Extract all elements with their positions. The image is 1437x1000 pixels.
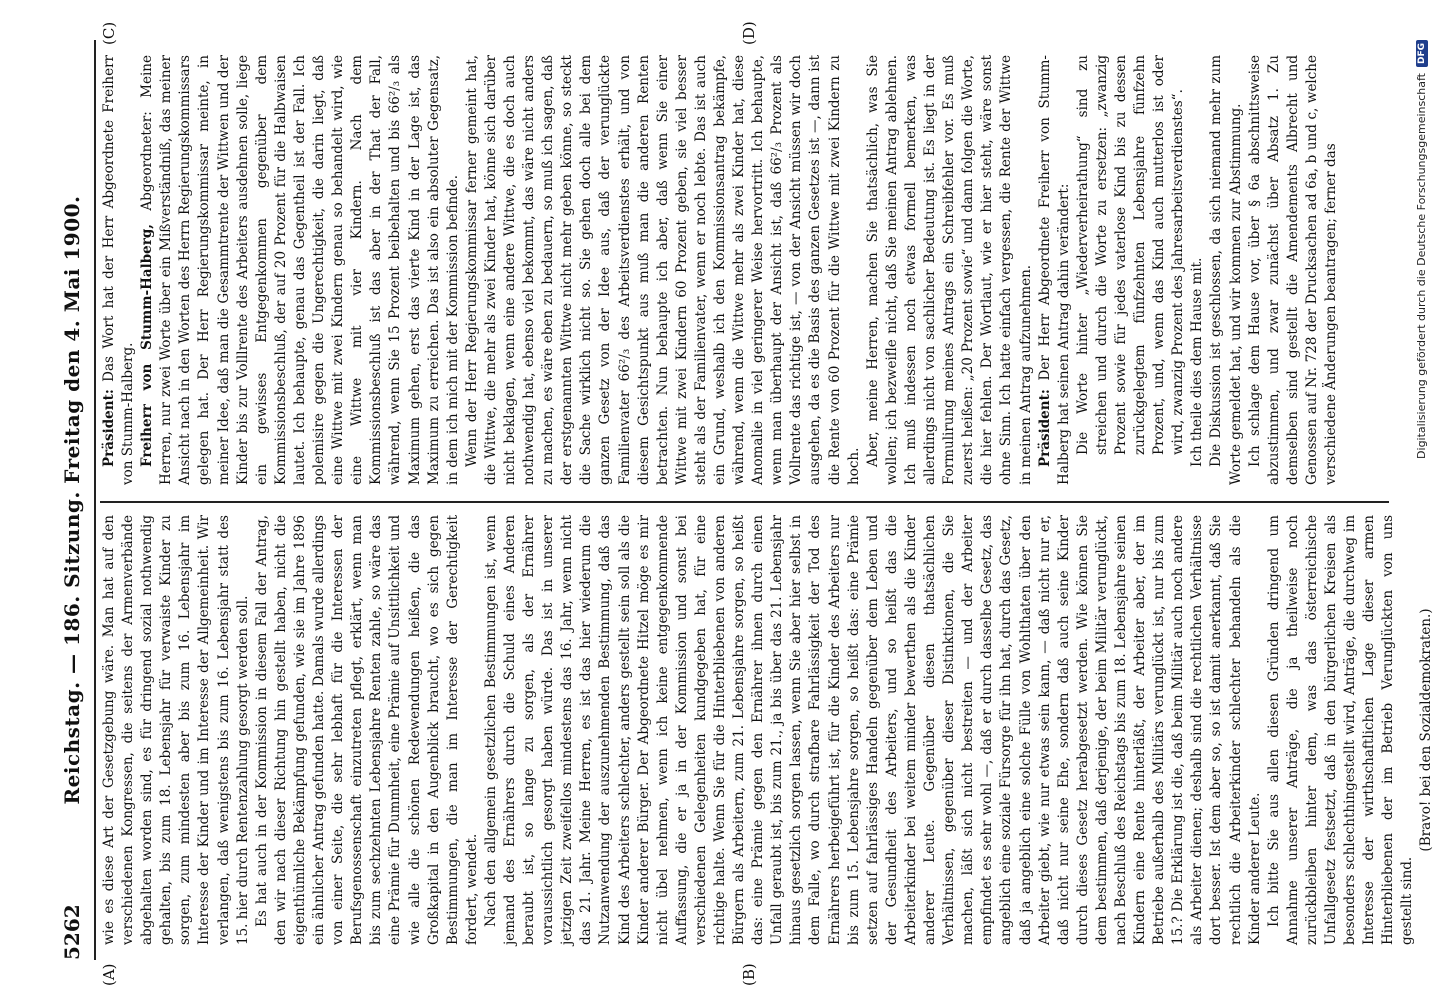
amendment-quote: Die Worte hinter „Wiederverheirathung“ sind zu streichen und durch die Worte zu ersetzen: „zwanzig Prozent sowie für jedes vaterlose Kind bis zu dessen zurückgelegtem fünfzehnten Lebensjahre fünfzehn Prozent, und, wenn das Kind auch mutterlos ist oder wird, zwanzig Prozent des Jahresarbeitsverdienstes“. xyxy=(1074,55,1187,455)
page-number: 5262 xyxy=(60,904,84,960)
speaker-text: Abgeordneter: Meine Herren, nur zwei Worte über ein Mißverständniß, das meiner Ansicht nach in den Worten des Herrn Regierungskommissars gelegen hat. Der Herr Regierungskommissar meinte, in meiner Idee, daß man die Gesammtrente der Wittwen und der Kinder bis zur Volllrente des Arbeiters ausdehnen solle, liege ein gewisses Entgegenkommen gegenüber dem Kommissionsbeschluß, der auf 20 Prozent für die Halbwaisen lautet. Ich behaupte, genau das Gegentheil ist der Fall. Ich polemisire gegen die Ungerechtigkeit, die darin liegt, daß eine Wittwe mit zwei Kindern genau so behandelt wird, wie eine Wittwe mit vier Kindern. Nach dem Kommissionsbeschluß ist das aber in der That der Fall, während, wenn Sie 15 Prozent beibehalten und bis 66²/₃ als Maximum gehen, erst das vierte Kind in der Lage ist, das Maximum zu erreichen. Das ist also ein absoluter Gegensatz, in dem ich mich mit der Kommission befinde. xyxy=(139,55,461,485)
speaker-label: Freiherr von Stumm-Halberg, xyxy=(139,224,156,467)
speaker-label: Präsident: xyxy=(101,389,117,467)
right-column xyxy=(100,55,1389,485)
header-rule xyxy=(94,40,96,960)
left-paragraph: Es hat auch in der Kommission in diesem Fall der Antrag, den wir nach dieser Richtung hin gestellt haben, nicht die eigenthümliche Bekämpfung gefunden, wie sie im Jahre 1896 ein ähnlicher Antrag gefunden hatte. Damals wurde allerdings von einer Seite, die sehr lebhaft für die Interessen der Berufsgenossenschaft einzutreten pflegt, erklärt, wenn man bis zum sechzehnten Lebensjahre Renten zahle, so wäre das eine Prämie für Dummheit, eine Prämie auf Unsittlichkeit und wie alle die schönen Redewendungen heißen, die das Großkapital in den Augenblick braucht, wo es sich gegen Bestimmungen, die man im Interesse der Gerechtigkeit fordert, wendet. xyxy=(253,515,480,945)
column-divider xyxy=(100,501,1389,503)
speaker-text: Der Herr Abgeordnete Freiherr von Stumm-Halberg hat seinen Antrag dahin verändert: xyxy=(1036,55,1072,485)
dfg-logo-icon: DFG xyxy=(1416,40,1428,67)
page-header xyxy=(60,40,90,960)
margin-mark-b: (B) xyxy=(740,963,758,986)
margin-mark-d: (D) xyxy=(740,21,758,45)
right-paragraph: Die Diskussion ist geschlossen, da sich niemand mehr zum Worte gemeldet hat, und wir kommen zur Abstimmung. xyxy=(1208,55,1244,485)
margin-mark-a: (A) xyxy=(100,963,118,986)
digitization-footer xyxy=(1415,40,1428,459)
speaker-label: Präsident: xyxy=(1036,389,1053,467)
right-paragraph: Aber, meine Herren, machen Sie thatsächlich, was Sie wollen; ich bezweifle nicht, daß Sie meinen Antrag ablehnen. Ich muß indessen noch etwas formell bemerken, was allerdings nicht von sachlicher Bedeutung ist. Es liegt in der Formulirung meines Antrags ein Schreibfehler vor. Es muß zuerst heißen: „20 Prozent sowie“ und dann folgen die Worte, die hier fehlen. Der Wortlaut, wie er hier steht, wäre sonst ohne Sinn. Ich hatte einfach vergessen, die Rente der Wittwe in meinen Antrag aufzunehmen. xyxy=(864,55,1034,485)
left-paragraph: wie es diese Art der Gesetzgebung wäre. Man hat auf den verschiedenen Kongressen, die seitens der Armenverbände abgehalten worden sind, es für dringend sozial nothwendig gehalten, bis zum 18. Lebensjahr für verwaiste Kinder zu sorgen, zum mindesten aber bis zum 16. Lebensjahr im Interesse der Kinder und im Interesse der Allgemeinheit. Wir verlangen, daß wenigstens bis zum 16. Lebensjahr statt des 15. hier durch Rentenzahlung gesorgt werden soll. xyxy=(101,515,251,945)
footer-credit: Digitalisierung gefördert durch die Deutsche Forschungsgemeinschaft xyxy=(1415,73,1428,459)
running-head: Reichstag. — 186. Sitzung. Freitag den 4. Mai 1900. xyxy=(60,195,84,805)
left-column xyxy=(100,515,1435,945)
applause-note: (Bravo! bei den Sozialdemokraten.) xyxy=(1418,608,1435,852)
right-paragraph: Wenn der Herr Regierungskommissar ferner gemeint hat, die Wittwe, die mehr als zwei Kinder hat, könne sich darüber nicht beklagen, wenn eine andere Wittwe, die es doch auch nothwendig hat, ebenso viel bekommt, das wäre nicht anders zu machen, es wäre eben zu bedauern, so muß ich sagen, daß der erstgenannten Wittwe nicht mehr geben könne, so steckt die Sache wirklich nicht so. Sie gehen doch alle bei dem ganzen Gesetz von der Idee aus, daß der verunglückte Familienvater 66²/₃ des Arbeitsverdienstes erhält, und von diesem Gesichtspunkt aus muß man die anderen Renten betrachten. Nun behaupte ich aber, daß wenn Sie einer Wittwe mit zwei Kindern 60 Prozent geben, sie viel besser steht als der Familienvater, wenn er noch lebte. Das ist auch ein Grund, weshalb ich den Kommissionsantrag bekämpfe, während, wenn die Wittwe mehr als zwei Kinder hat, diese Anomalie in viel geringerer Weise hervortritt. Ich behaupte, wenn man überhaupt der Ansicht ist, daß 66²/₃ Prozent als Vollrente das richtige ist, — von der Ansicht müssen wir doch ausgehen, da es die Basis des ganzen Gesetzes ist —, dann ist die Rente von 60 Prozent für die Wittwe mit zwei Kindern zu hoch. xyxy=(463,55,862,485)
left-paragraph: Ich bitte Sie aus allen diesen Gründen dringend um Annahme unserer Anträge, die ja theilweise noch zurückbleiben hinter dem, was das österreichische Unfallgesetz festsetzt, daß in den bürgerlichen Kreisen als besonders schlechthingestellt wird, Anträge, die durchweg im Interesse der wirthschaftlichen Lage dieser armen Hinterbliebenen der im Betrieb Verunglückten von uns gestellt sind. xyxy=(1265,515,1416,945)
left-paragraph: Nach den allgemein gesetzlichen Bestimmungen ist, wenn jemand des Ernährers durch die Schuld eines Anderen beraubt ist, so lange zu sorgen, als der Ernährer voraussichtlich gesorgt haben würde. Das ist in unserer jetzigen Zeit zweifellos mindestens das 16. Jahr, wenn nicht das 21. Jahr. Meine Herren, es ist das hier wiederum die Nutzanwendung der auszunehmenden Bestimmung, daß das Kind des Arbeiters schlechter, anders gestellt sein soll als die Kinder anderer Bürger. Der Abgeordnete Hitzel möge es mir nicht übel nehmen, wenn ich keine entgegenkommende Auffassung, die er ja in der Kommission und sonst bei verschiedenen Gelegenheiten kundgegeben hat, für eine richtige halte. Wenn Sie für die Hinterbliebenen von anderen Bürgern als Arbeitern, zum 21. Lebensjahre sorgen, so heißt das: eine Prämie gegen den Ernährer ihnen durch einen Unfall geraubt ist, bis zum 21., ja bis über das 21. Lebensjahr hinaus gesetzlich sorgen lassen, wenn Sie aber hier selbst in dem Falle, wo durch strafbare Fahrlässigkeit der Tod des Ernährers herbeigeführt ist, für die Kinder des Arbeiters nur bis zum 15. Lebensjahre sorgen, so heißt das: eine Prämie setzen auf fahrlässiges Handeln gegenüber dem Leben und der Gesundheit des Arbeiters, und so heißt das die Arbeiterkinder bei weitem minder bewerthen als die Kinder anderer Leute. Gegenüber diesen thatsächlichen Verhältnissen, gegenüber dieser Distinktionen, die Sie machen, läßt sich nicht bestreiten — und der Arbeiter empfindet es sehr wohl —, daß er durch dasselbe Gesetz, das angeblich eine soziale Fürsorge für ihn hat, durch das Gesetz, daß ja angeblich eine solche Fülle von Wohlthaten über den Arbeiter giebt, wie nur etwas sein kann, — daß nicht nur er, daß nicht nur seine Ehe, sondern daß auch seine Kinder durch dieses Gesetz herabgesetzt werden. Wie können Sie dem bestimmen, daß derjenige, der beim Militär verunglückt, nach Beschluß des Reichstags bis zum 18. Lebensjahre seinen Kindern eine Rente hinterläßt, der Arbeiter aber, der im Betriebe außerhalb des Militärs verunglückt ist, nur bis zum 15.? Die Erklärung ist die, daß beim Militär auch noch andere als Arbeiter dienen; deshalb sind die rechtlichen Verhältnisse dort besser. Ist dem aber so, so ist damit anerkannt, daß Sie rechtlich die Arbeiterkinder schlechter behandeln als die Kinder anderer Leute. xyxy=(482,515,1263,945)
margin-mark-c: (C) xyxy=(100,21,118,45)
right-paragraph: Ich schlage dem Hause vor, über § 6a abschnittsweise abzustimmen, und zwar zunächst über Absatz 1. Zu demselben sind gestellt die Amendements Albrecht und Genossen auf Nr. 728 der Drucksachen ad 6a, b und c, welche verschiedene Änderungen beantragen; ferner das xyxy=(1246,55,1339,485)
right-paragraph: Ich theile dies dem Hause mit. xyxy=(1189,257,1206,467)
speaker-text: Das Wort hat der Herr Abgeordnete Freiherr von Stumm-Halberg. xyxy=(101,54,137,485)
